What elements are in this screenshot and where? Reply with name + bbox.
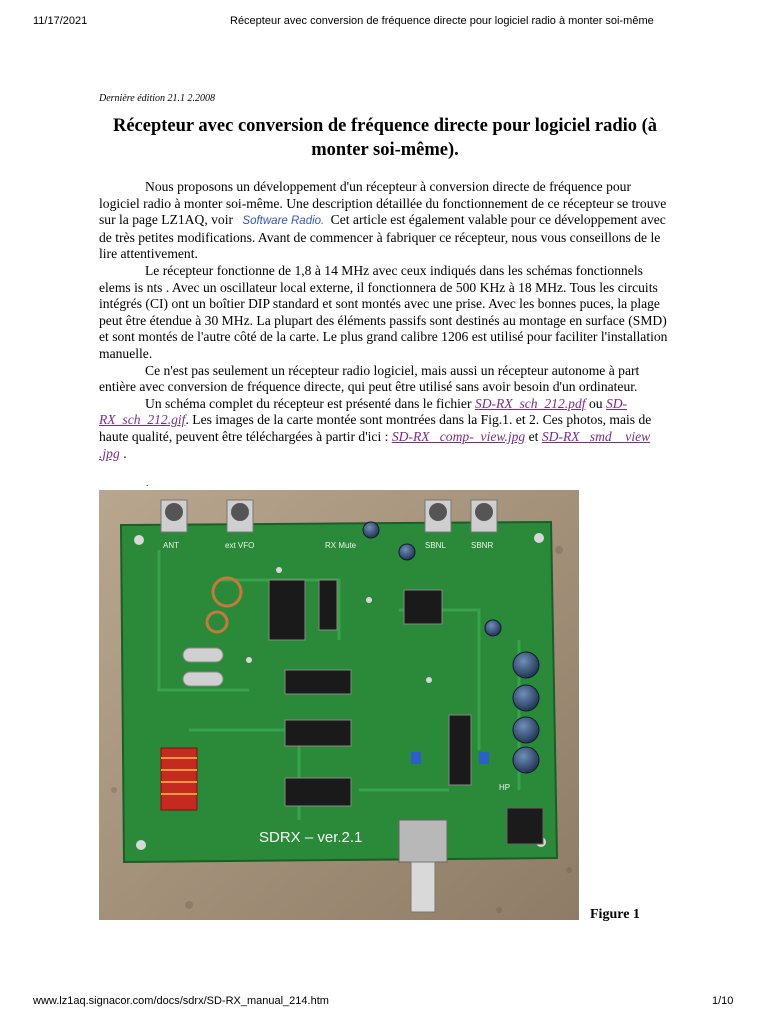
schematic-pdf-link[interactable]: SD-RX_sch_212.pdf (474, 395, 586, 411)
schematic-gif-link[interactable]: SD-RX_sch_212.gif (99, 395, 628, 428)
smd-view-link[interactable]: SD-RX _smd _ view .jpg (99, 428, 651, 461)
label-sbnr: SBNR (471, 541, 494, 550)
paragraph-frequency-range: Le récepteur fonctionne de 1,8 à 14 MHz avec ceux indiqués dans les schémas fonctionnels elems is nts . Avec un oscillateur local externe, il fonctionnera de 500 KHz à 18 MHz. Tous les circuits intégrés (CI) ont un boîtier DIP standard et sont montés avec une prise. Avec les bonnes puces, la plage peut être étendue à 30 MHz. La plupart des éléments passifs sont destinés au montage en surface (SMD) et sont montés de l'autre côté de la carte. Le plus grand calibre 1206 est utilisé pour faciliter l'installation manuelle. (99, 262, 668, 361)
board-version-label: SDRX – ver.2.1 (259, 829, 363, 846)
comp-view-link[interactable]: SD-RX _comp-_view.jpg (391, 428, 526, 444)
pcb-photo (99, 490, 579, 920)
print-url[interactable]: www.lz1aq.signacor.com/docs/sdrx/SD-RX_manual_214.htm (33, 995, 329, 1007)
paragraph-schematic-text-3: . Les images de la carte montée sont montrées dans la Fig.1. et 2. Ces photos, mais de haute qualité, peuvent être téléchargées à partir d'ici : (99, 412, 652, 444)
label-hp: HP (499, 783, 511, 792)
print-page-title: Récepteur avec conversion de fréquence directe pour logiciel radio à monter soi-même (230, 15, 654, 27)
label-ext-vfo: ext VFO (225, 541, 255, 550)
paragraph-schematic-text-4: et (528, 428, 539, 444)
figure-caption: Figure 1 (590, 907, 640, 922)
document-title: Récepteur avec conversion de fréquence directe pour logiciel radio (à monter soi-même). (112, 116, 658, 160)
paragraph-schematic (99, 396, 671, 462)
paragraph-schematic-text: Un schéma complet du récepteur est présenté dans le fichier (145, 395, 472, 411)
paragraph-intro-text-2: Cet article est également valable pour ce développement avec de très petites modifications. Avant de commencer à fabriquer ce récepteur, nous vous conseillons de le lire attentivement. (99, 212, 666, 262)
article-body (99, 179, 671, 462)
paragraph-schematic-text-5: . (123, 445, 127, 461)
label-ant: ANT (163, 541, 179, 550)
paragraph-schematic-text-2: ou (588, 395, 603, 411)
label-rx-mute: RX Mute (325, 541, 357, 550)
audio-jack (507, 808, 543, 844)
paragraph-standalone: Ce n'est pas seulement un récepteur radio logiciel, mais aussi un récepteur autonome à part entière avec conversion de fréquence directe, qui peut être utilisé sans avoir besoin d'un ordinateur. (99, 362, 640, 395)
edition-date: Dernière édition 21.1 2.2008 (99, 93, 216, 104)
stray-link-dot: . (146, 478, 149, 489)
page-number: 1/10 (712, 995, 734, 1007)
paragraph-intro (99, 179, 671, 263)
label-sbnl: SBNL (425, 541, 446, 550)
software-radio-link[interactable]: Software Radio. (242, 215, 325, 228)
print-date: 11/17/2021 (33, 15, 88, 27)
paragraph-intro-text: Nous proposons un développement d'un récepteur à conversion directe de fréquence pour logiciel radio à monter soi-même. Une description détaillée du fonctionnement de ce récepteur se trouve sur la page LZ1AQ, voir (99, 179, 667, 228)
